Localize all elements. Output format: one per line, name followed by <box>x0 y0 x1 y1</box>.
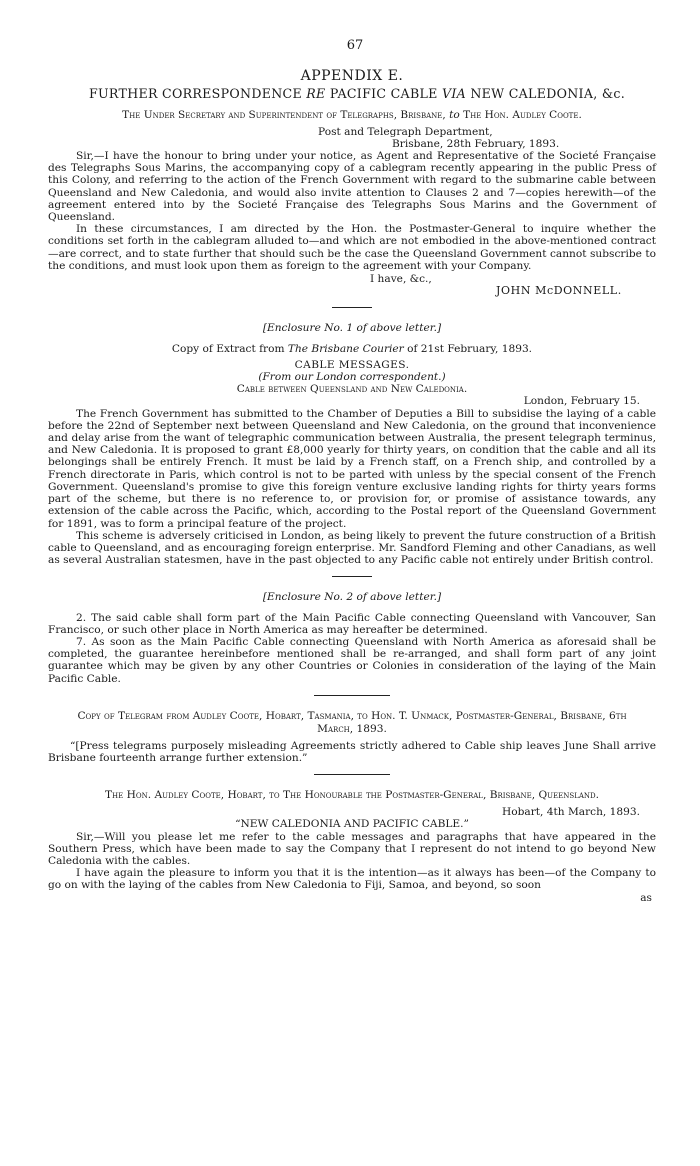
enclosure1-newspaper: The Brisbane Courier <box>287 342 404 355</box>
letter1-heading-to: to <box>449 108 460 121</box>
enclosure1-paragraph-1: The French Government has submitted to the Chamber of Deputies a Bill to subsidise the laying of a cable before the 22nd of September next between Queensland and New Caledonia, on the ground that inconvenience and delay arise from the want of telegraphic communication between Australia, the present telegraph terminus, and New Caledonia. It is proposed to grant £8,000 yearly for thirty years, on condition that the cable and all its belongings shall be entirely French. It must be laid by a French staff, on a French ship, and controlled by a French directorate in Paris, which control is not to be parted with unless by the special consent of the French Government. Queensland's promise to give this foreign venture exclusive landing rights for thirty years forms part of the scheme, but there is no reference to, or provision for, or promise of assistance towards, any extension of the cable across the Pacific, which, according to the Postal report of the Queensland Government for 1891, was to form a principal feature of the project. <box>48 407 656 530</box>
enclosure1-copy-suffix: of 21st February, 1893. <box>403 342 533 355</box>
letter1-closing: I have, &c., <box>370 273 432 286</box>
section-divider <box>332 307 372 308</box>
letter1-paragraph-2: In these circumstances, I am directed by the Hon. the Postmaster-General to inquire whether the conditions set forth in the cablegram alluded to—and which are not embodied in the above-mentioned contract—are correct, and to state further that should such be the case the Queensland Government cannot subscribe to the conditions, and must look upon them as foreign to the agreement with your Company. <box>48 223 656 272</box>
letter2-paragraph-1: Sir,—Will you please let me refer to the cable messages and paragraphs that have appeared in the Southern Press, which have been made to say the Company that I represent do not intend to go beyond New Caledonia with the cables. <box>48 830 656 867</box>
main-title-re: RE <box>306 86 326 102</box>
main-title-suffix: NEW CALEDONIA, &c. <box>466 86 625 102</box>
catchword: as <box>640 891 652 904</box>
letter1-address <box>318 126 656 150</box>
enclosure2-paragraph-2: 7. As soon as the Main Pacific Cable connecting Queensland with North America as aforesaid shall be completed, the guarantee hereinbefore mentioned shall be re-arranged, and shall form part of any joint guarantee which may be given by any other Countries or Colonies in consideration of the laying of the Main Pacific Cable. <box>48 635 656 685</box>
main-title <box>48 88 656 100</box>
enclosure1-correspondent: (From our London correspondent.) <box>258 371 446 384</box>
letter1-address-line1: Post and Telegraph Department, <box>318 125 493 138</box>
enclosure2-paragraph-1: 2. The said cable shall form part of the Main Pacific Cable connecting Queensland with Vancouver, San Francisco, or such other place in North America as may hereafter be determined. <box>48 611 656 636</box>
section-divider <box>314 695 390 696</box>
main-title-prefix: FURTHER CORRESPONDENCE <box>88 86 307 102</box>
letter2-subject: “NEW CALEDONIA AND PACIFIC CABLE.” <box>235 818 469 831</box>
page-number: 67 <box>346 38 364 53</box>
appendix-title: APPENDIX E. <box>300 68 404 85</box>
letter2-paragraph-2: I have again the pleasure to inform you that it is the intention—as it always has been—of the Company to go on with the laying of the cables from New Caledonia to Fiji, Samoa, and beyond, so soon <box>48 867 656 892</box>
enclosure1-paragraph-2: This scheme is adversely criticised in London, as being likely to prevent the future construction of a British cable to Queensland, and as encouraging foreign enterprise. Mr. Sandford Fleming and other Canadians, as well as several Australian statesmen, have in the past objected to any Pacific cable not entirely under British control. <box>48 529 656 567</box>
letter1-address-line2: Brisbane, 28th February, 1893. <box>392 137 560 150</box>
letter2-heading: The Hon. Audley Coote, Hobart, to The Honourable the Postmaster-General, Brisbane, Queensland. <box>104 789 600 802</box>
letter1-heading-from: The Under Secretary and Superintendent of Telegraphs, Brisbane, <box>122 108 446 121</box>
telegram-text: “[Press telegrams purposely misleading Agreements strictly adhered to Cable ship leaves June Shall arrive Brisbane fourteenth arrange further extension.” <box>48 739 656 764</box>
telegram-heading: Copy of Telegram from Audley Coote, Hobart, Tasmania, to Hon. T. Unmack, Postmaster-General, Brisbane, 6th March, 1893. <box>77 709 627 735</box>
letter1-heading-recipient: The Hon. Audley Coote. <box>463 108 582 121</box>
section-divider <box>332 576 372 577</box>
enclosure2-label: [Enclosure No. 2 of above letter.] <box>262 591 442 604</box>
enclosure1-subheading: Cable between Queensland and New Caledonia. <box>236 383 468 396</box>
section-divider <box>314 774 390 775</box>
letter2-dateline: Hobart, 4th March, 1893. <box>501 806 640 819</box>
main-title-via: VIA <box>441 86 467 102</box>
enclosure1-label: [Enclosure No. 1 of above letter.] <box>262 322 442 335</box>
letter1-signature: JOHN McDONNELL. <box>496 284 622 298</box>
letter1-heading <box>68 109 636 122</box>
enclosure1-copy-prefix: Copy of Extract from <box>171 342 288 355</box>
enclosure1-dateline: London, February 15. <box>523 395 640 408</box>
enclosure1-section: CABLE MESSAGES. <box>294 358 410 371</box>
main-title-middle: PACIFIC CABLE <box>325 86 442 102</box>
enclosure1-copy-line <box>48 343 656 355</box>
letter1-paragraph-1: Sir,—I have the honour to bring under your notice, as Agent and Representative of the Societé Française des Telegraphs Sous Marins, the accompanying copy of a cablegram recently appearing in the public Press of this Colony, and referring to the action of the French Government with regard to the submarine cable between Queensland and New Caledonia, and would also invite attention to Clauses 2 and 7—copies herewith—of the agreement entered into by the Societé Française des Telegraphs Sous Marins and the Government of Queensland. <box>48 150 656 224</box>
